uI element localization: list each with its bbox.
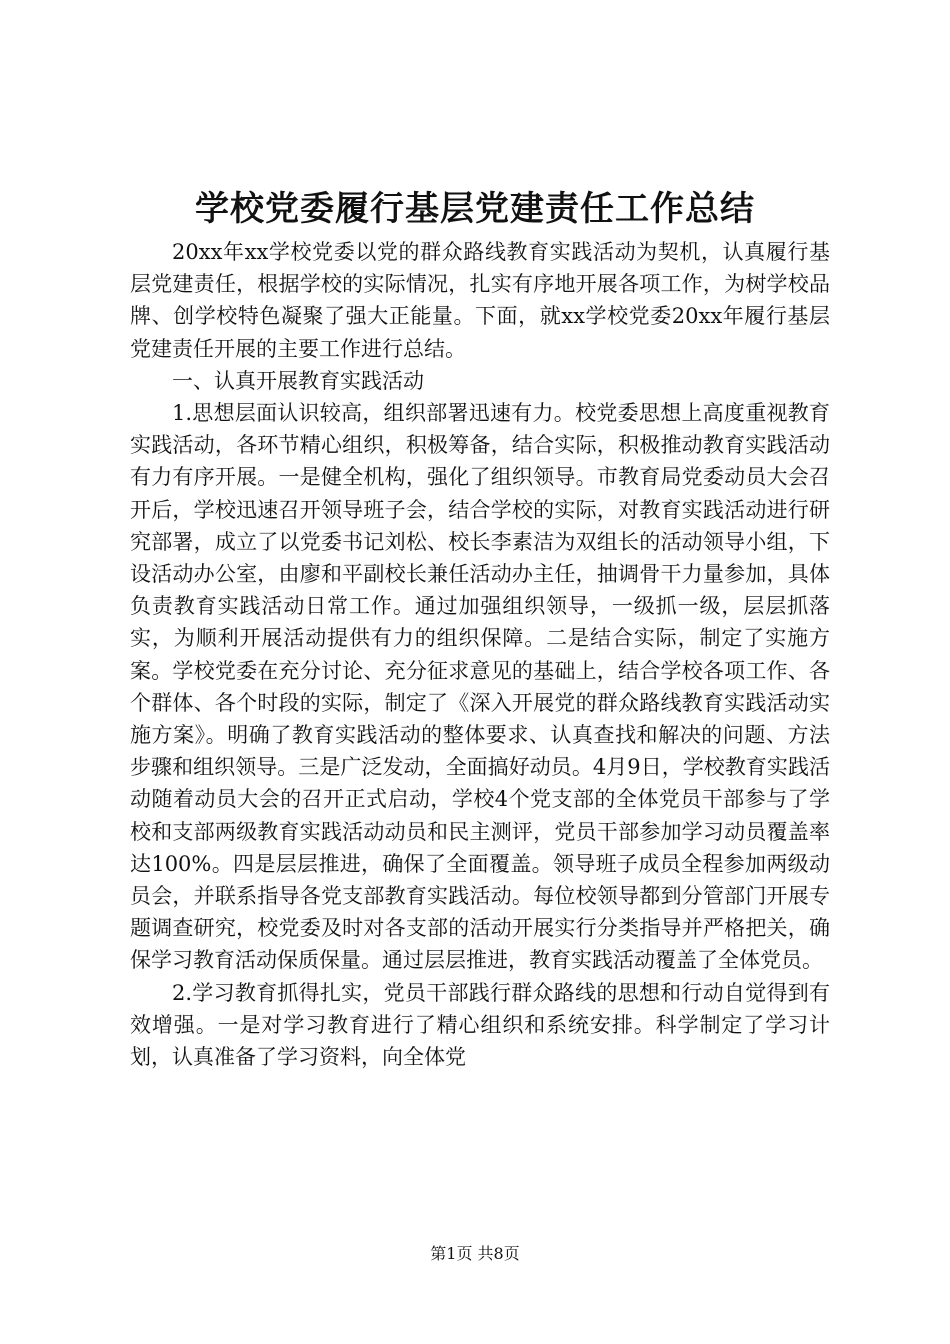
document-body xyxy=(130,236,830,1073)
section-heading: 一、认真开展教育实践活动 xyxy=(172,368,424,393)
paragraph-item-2: 2.学习教育抓得扎实，党员干部践行群众路线的思想和行动自觉得到有效增强。一是对学习教育进行了精心组织和系统安排。科学制定了学习计划，认真准备了学习资料，向全体党 xyxy=(130,980,830,1070)
page-footer: 第1页 共8页 xyxy=(430,1244,520,1263)
document-title: 学校党委履行基层党建责任工作总结 xyxy=(195,189,755,229)
paragraph-item-1: 1.思想层面认识较高，组织部署迅速有力。校党委思想上高度重视教育实践活动，各环节精心组织，积极筹备，结合实际，积极推动教育实践活动有力有序开展。一是健全机构，强化了组织领导。市教育局党委动员大会召开后，学校迅速召开领导班子会，结合学校的实际，对教育实践活动进行研究部署，成立了以党委书记刘松、校长李素洁为双组长的活动领导小组，下设活动办公室，由廖和平副校长兼任活动办主任，抽调骨干力量参加，具体负责教育实践活动日常工作。通过加强组织领导，一级抓一级，层层抓落实，为顺利开展活动提供有力的组织保障。二是结合实际，制定了实施方案。学校党委在充分讨论、充分征求意见的基础上，结合学校各项工作、各个群体、各个时段的实际，制定了《深入开展党的群众路线教育实践活动实施方案》。明确了教育实践活动的整体要求、认真查找和解决的问题、方法步骤和组织领导。三是广泛发动，全面搞好动员。4月9日，学校教育实践活动随着动员大会的召开正式启动，学校4个党支部的全体党员干部参与了学校和支部两级教育实践活动动员和民主测评，党员干部参加学习动员覆盖率达100%。四是层层推进，确保了全面覆盖。领导班子成员全程参加两级动员会，并联系指导各党支部教育实践活动。每位校领导都到分管部门开展专题调查研究，校党委及时对各支部的活动开展实行分类指导并严格把关，确保学习教育活动保质保量。通过层层推进，教育实践活动覆盖了全体党员。 xyxy=(130,401,830,973)
paragraph-intro: 20xx年xx学校党委以党的群众路线教育实践活动为契机，认真履行基层党建责任，根据学校的实际情况，扎实有序地开展各项工作，为树学校品牌、创学校特色凝聚了强大正能量。下面，就xx学校党委20xx年履行基层党建责任开展的主要工作进行总结。 xyxy=(130,240,830,361)
